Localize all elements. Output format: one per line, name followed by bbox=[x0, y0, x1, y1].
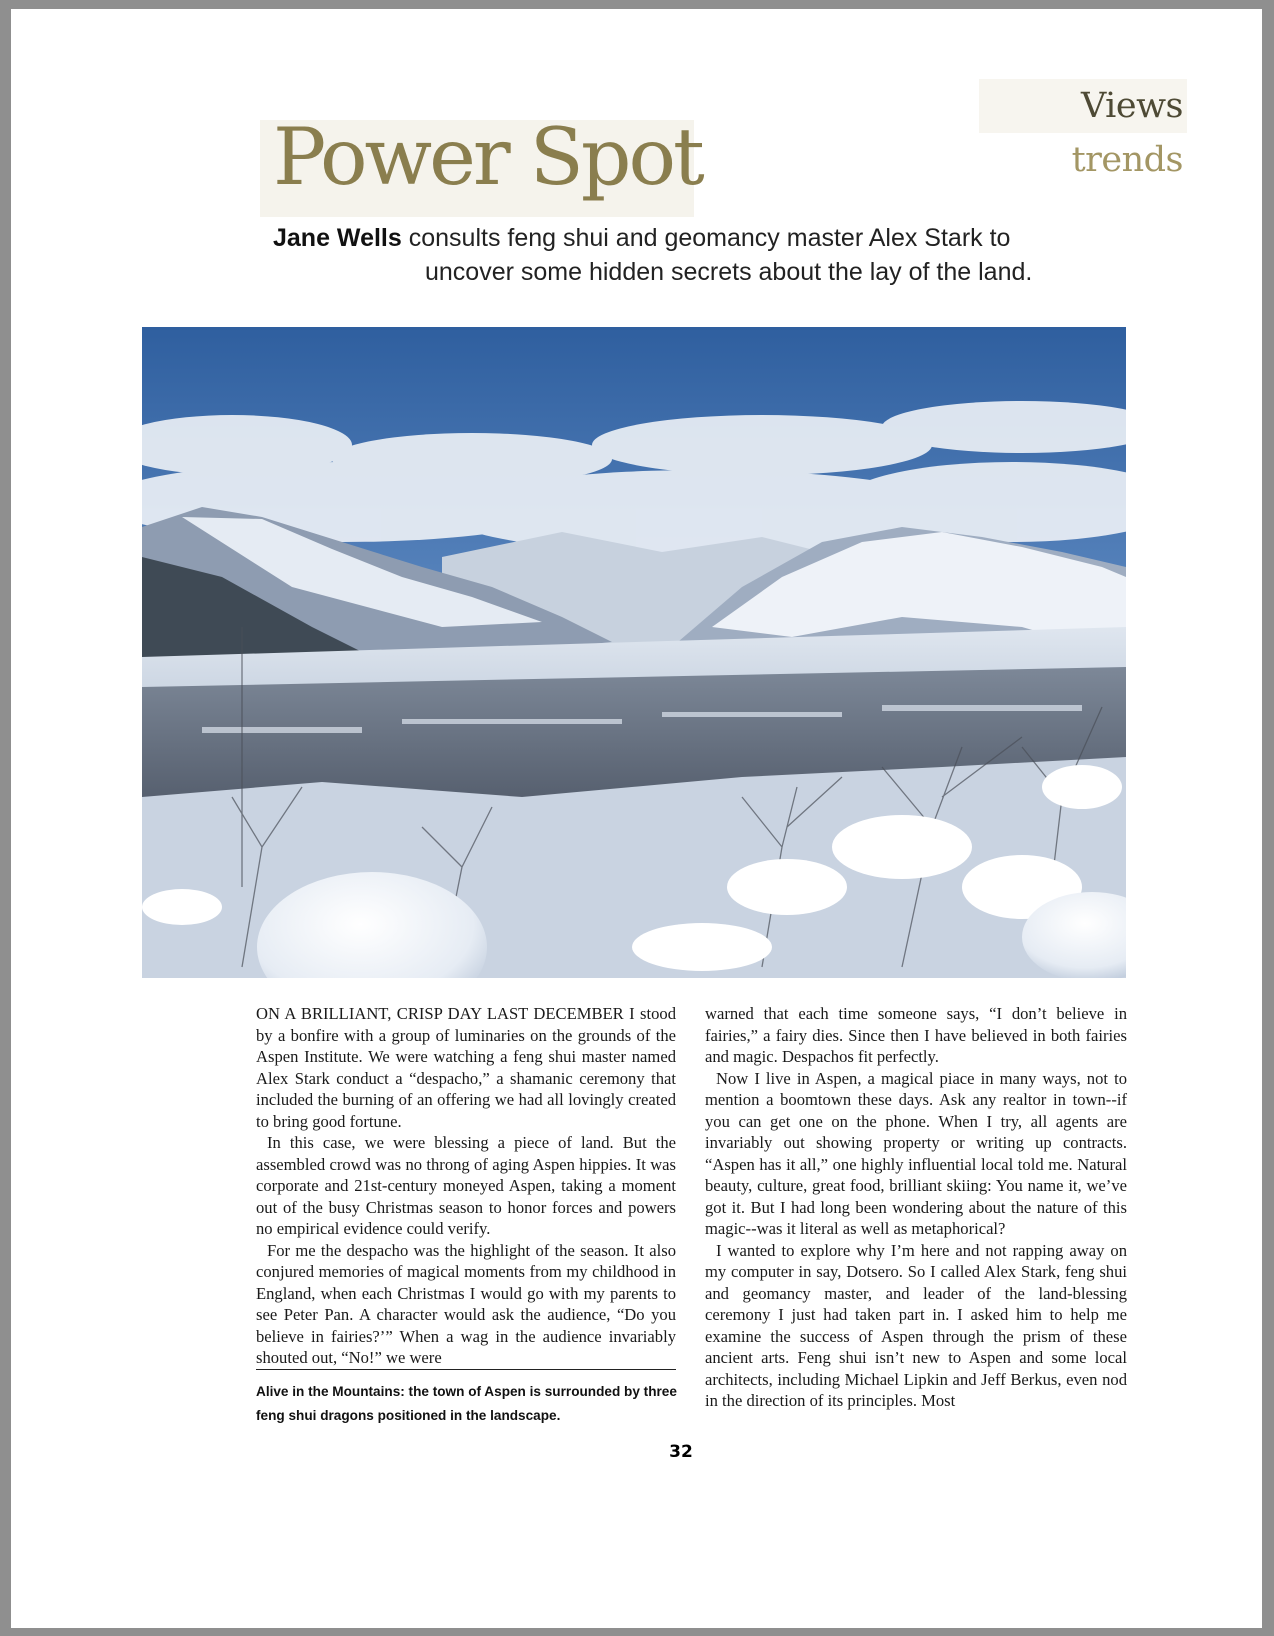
magazine-page bbox=[11, 9, 1262, 1628]
paragraph: ON A BRILLIANT, CRISP DAY LAST DECEMBER I stood by a bonfire with a group of luminaries on the grounds of the Aspen Institute. We were watching a feng shui master named Alex Stark conduct a “despacho,” a shamanic ceremony that included the burning of an offering we had all lovingly created to bring good fortune. bbox=[256, 1004, 676, 1131]
page-number: 32 bbox=[669, 1442, 693, 1462]
article-title: Power Spot bbox=[273, 111, 702, 203]
paragraph: For me the despacho was the highlight of the season. It also conjured memories of magical moments from my childhood in England, when each Christmas I would go with my parents to see Peter Pan. A character would ask the audience, “Do you believe in fairies?’” When a wag in the audience invariably shouted out, “No!” we were bbox=[256, 1240, 676, 1367]
paragraph: Now I live in Aspen, a magical piace in many ways, not to mention a boomtown these days. Ask any realtor in town--if you can get one on the phone. When I try, all agents are invariably out showing property or writing up contracts. “Aspen has it all,” one highly influential local told me. Natural beauty, culture, great food, brilliant skiing: You name it, we’ve got it. But I had long been wondering about the nature of this magic--was it literal as well as metaphorical? bbox=[705, 1068, 1127, 1238]
paragraph: I wanted to explore why I’m here and not rapping away on my computer in say, Dotsero. So I called Alex Stark, feng shui and geomancy master, and leader of the land-blessing ceremony I just had taken part in. I asked him to help me examine the success of Aspen through the prism of these ancient arts. Feng shui isn’t new to Aspen and some local architects, including Michael Lipkin and Jeff Berkus, even nod in the direction of its principles. Most bbox=[705, 1240, 1127, 1410]
article-column-right bbox=[705, 1003, 1127, 1412]
aspen-landscape-photo bbox=[142, 327, 1126, 978]
paragraph: warned that each time someone says, “I don’t believe in fairies,” a fairy dies. Since then I have believed in both fairies and magic. Despachos fit perfectly. bbox=[705, 1004, 1127, 1066]
deck-line-1: consults feng shui and geomancy master Alex Stark to bbox=[408, 224, 1011, 252]
section-header bbox=[979, 79, 1187, 180]
photo-caption: Alive in the Mountains: the town of Aspen is surrounded by three feng shui dragons positioned in the landscape. bbox=[256, 1384, 677, 1423]
section-name: Views bbox=[1081, 86, 1183, 126]
author-name: Jane Wells bbox=[273, 224, 402, 252]
paragraph: In this case, we were blessing a piece of land. But the assembled crowd was no throng of aging Aspen hippies. It was corporate and 21st-century moneyed Aspen, taking a moment out of the busy Christmas season to honor forces and powers no empirical evidence could verify. bbox=[256, 1133, 676, 1238]
caption-divider bbox=[256, 1369, 676, 1370]
article-deck bbox=[273, 221, 1063, 289]
deck-line-2: uncover some hidden secrets about the lay of the land. bbox=[425, 258, 1033, 286]
article-column-left bbox=[256, 1003, 676, 1369]
subsection-name: trends bbox=[1071, 140, 1183, 180]
